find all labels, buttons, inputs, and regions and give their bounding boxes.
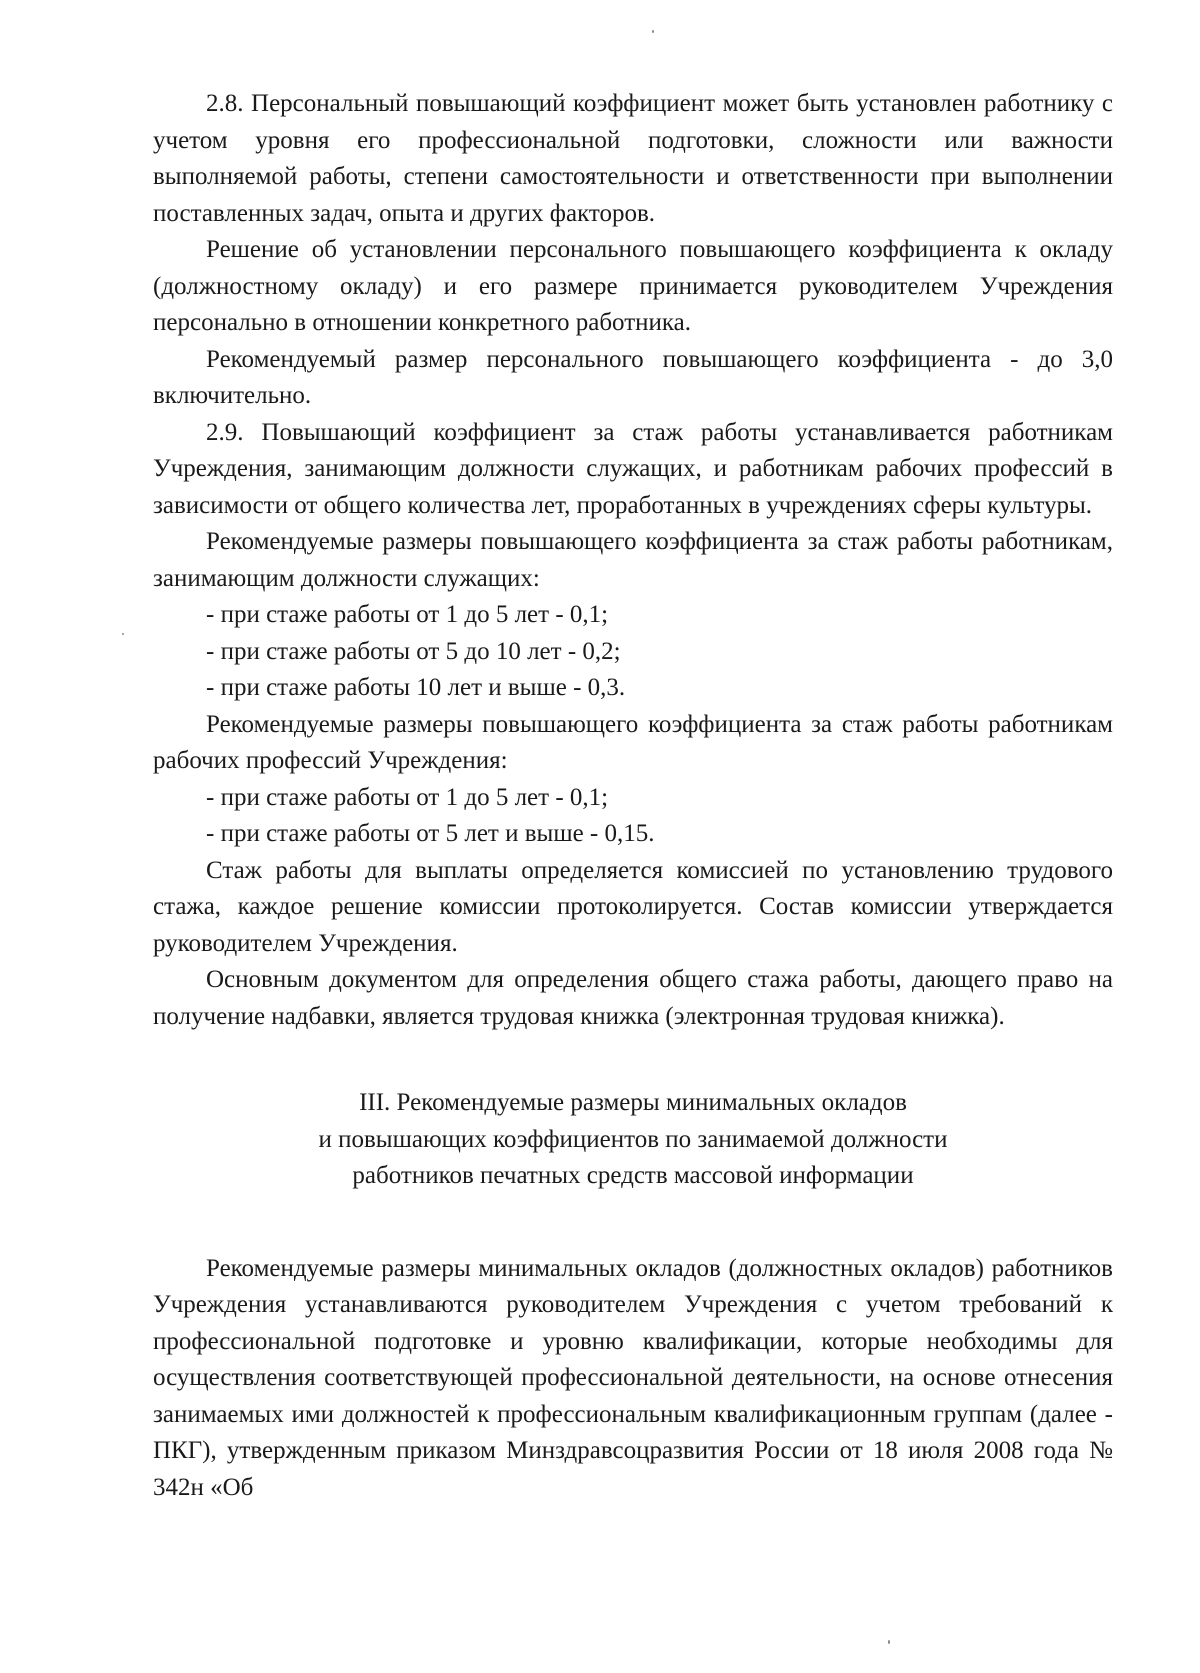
scan-speck xyxy=(888,1640,890,1644)
list-item: - при стаже работы от 5 до 10 лет - 0,2; xyxy=(206,637,621,665)
paragraph-decision: Решение об установлении персонального повышающего коэффициента к окладу (должностному окладу) и его размере принимается руководителем Учреждения персонально в отношении конкретного работника. xyxy=(153,236,1113,336)
list-item: - при стаже работы 10 лет и выше - 0,3. xyxy=(206,674,626,701)
section-3-heading xyxy=(153,1085,1113,1195)
paragraph-employees-intro: Рекомендуемые размеры повышающего коэффициента за стаж работы работникам, занимающим должности служащих: xyxy=(153,528,1113,592)
list-item: - при стаже работы от 1 до 5 лет - 0,1; xyxy=(206,783,609,811)
paragraph-section-3-intro: Рекомендуемые размеры минимальных окладов (должностных окладов) работников Учреждения устанавливаются руководителем Учреждения с учетом требований к профессиональной подготовке и уровню квалификации, которые необходимы для осуществления соответствующей профессиональной деятельности, на основе отнесения занимаемых ими должностей к профессиональным квалификационным группам (далее - ПКГ), утвержденным приказом Минздравсоцразвития России от 18 июля 2008 года № 342н «Об xyxy=(153,1254,1113,1501)
list-item: - при стаже работы от 5 лет и выше - 0,15. xyxy=(206,820,655,847)
heading-line: работников печатных средств массовой информации xyxy=(352,1162,914,1189)
heading-line: III. Рекомендуемые размеры минимальных окладов xyxy=(359,1089,907,1116)
list-item: - при стаже работы от 1 до 5 лет - 0,1; xyxy=(206,601,609,628)
scan-speck xyxy=(122,633,124,635)
scan-speck xyxy=(652,30,654,33)
paragraph-2-9: 2.9. Повышающий коэффициент за стаж работы устанавливается работникам Учреждения, занимающим должности служащих, и работникам рабочих профессий в зависимости от общего количества лет, проработанных в учреждениях сферы культуры. xyxy=(153,418,1113,519)
paragraph-commission: Стаж работы для выплаты определяется комиссией по установлению трудового стажа, каждое решение комиссии протоколируется. Состав комиссии утверждается руководителем Учреждения. xyxy=(153,856,1113,957)
paragraph-workers-intro: Рекомендуемые размеры повышающего коэффициента за стаж работы работникам рабочих профессий Учреждения: xyxy=(153,710,1113,774)
paragraph-2-8: 2.8. Персональный повышающий коэффициент может быть установлен работнику с учетом уровня его профессиональной подготовки, сложности или важности выполняемой работы, степени самостоятельности и ответственности при выполнении поставленных задач, опыта и других факторов. xyxy=(153,90,1113,227)
document-page xyxy=(153,86,1113,1506)
heading-line: и повышающих коэффициентов по занимаемой должности xyxy=(318,1125,948,1153)
paragraph-recommended-personal: Рекомендуемый размер персонального повышающего коэффициента - до 3,0 включительно. xyxy=(153,345,1113,409)
paragraph-main-document: Основным документом для определения общего стажа работы, дающего право на получение надбавки, является трудовая книжка (электронная трудовая книжка). xyxy=(153,966,1113,1030)
